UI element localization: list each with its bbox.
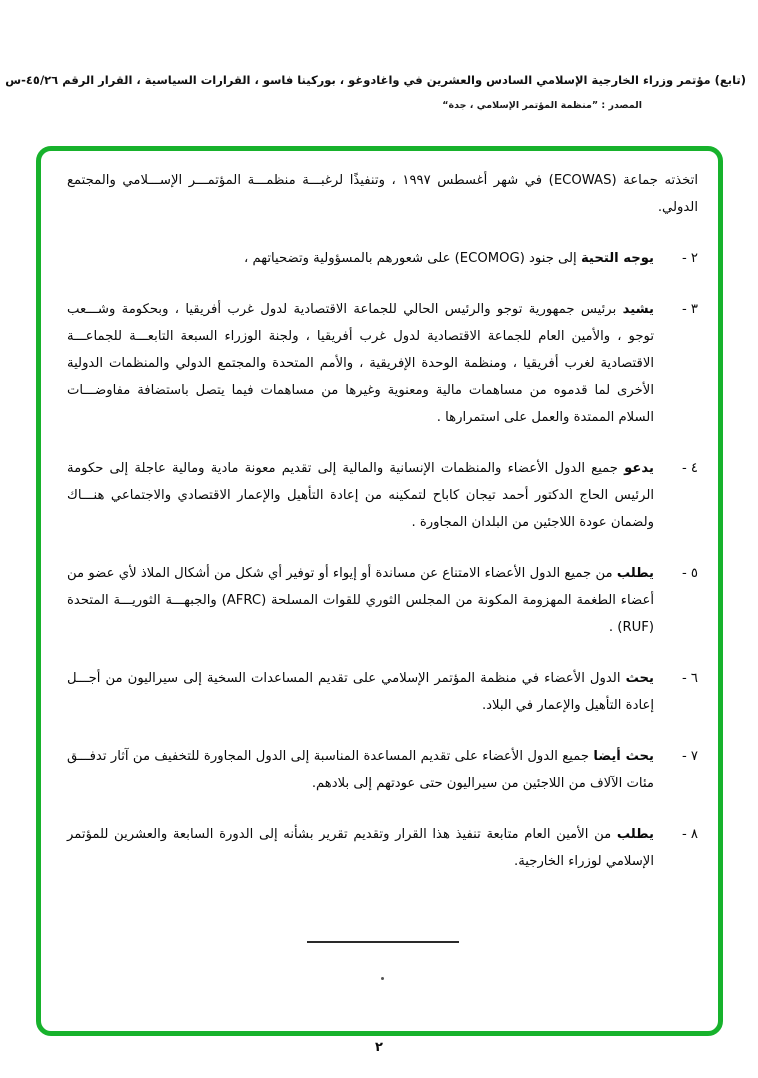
resolution-item [67, 245, 698, 272]
intro-paragraph: اتخذته جماعة (ECOWAS) في شهر أغسطس ١٩٩٧ ، وتنفيذًا لرغبـــة منظمـــة المؤتمـــر الإســـلامي والمجتمع الدولي. [67, 173, 698, 215]
item-lead: يطلب [616, 827, 654, 842]
resolution-item [67, 821, 698, 875]
item-body: من جميع الدول الأعضاء الامتناع عن مساندة أو إيواء أو توفير أي شكل من أشكال الملاذ لأي عضو من أعضاء الطغمة المهزومة المكونة من المجلس الثوري للقوات المسلحة (AFRC) والجبهـــة الثوريـــة المتحدة (RUF) . [67, 566, 654, 635]
page-number: ٢ [375, 1040, 383, 1055]
item-text [67, 245, 654, 272]
item-lead: يدعو [624, 461, 654, 476]
item-body: الدول الأعضاء في منظمة المؤتمر الإسلامي على تقديم المساعدات السخية إلى سيراليون من أجـــل إعادة التأهيل والإعمار في البلاد. [67, 671, 654, 713]
item-lead: يوجه التحية [580, 251, 654, 266]
resolution-item [67, 455, 698, 536]
item-text [67, 665, 654, 719]
item-number: ٤ - [681, 461, 698, 476]
resolution-item [67, 560, 698, 641]
resolution-item [67, 665, 698, 719]
item-body: من الأمين العام متابعة تنفيذ هذا القرار وتقديم تقرير بشأنه إلى الدورة السابعة والعشرين للمؤتمر الإسلامي لوزراء الخارجية. [67, 827, 654, 869]
item-text [67, 821, 654, 875]
footer-dot [381, 977, 384, 980]
item-body: جميع الدول الأعضاء والمنظمات الإنسانية والمالية إلى تقديم معونة مادية ومالية عاجلة إلى حكومة الرئيس الحاج الدكتور أحمد تيجان كاباح لتمكينه من إعادة التأهيل والإعمار الاقتصادي والاجتماعي هنـــاك ولضمان عودة اللاجئين من البلدان المجاورة . [67, 461, 654, 530]
item-body: برئيس جمهورية توجو والرئيس الحالي للجماعة الاقتصادية لدول غرب أفريقيا ، وبحكومة وشـــعب توجو ، والأمين العام للجماعة الاقتصادية لدول غرب أفريقيا ، ولجنة الوزراء السبعة التابعـــة للجماعـــة الاقتصادية لغرب أفريقيا ، ومنظمة الوحدة الإفريقية ، والأمم المتحدة والمجتمع الدولي والمنظمات الدولية الأخرى لما قدموه من مساهمات مالية ومعنوية وغيرها من مساهمات فيما يتصل باستضافة مفاوضـــات السلام الممتدة والعمل على استمرارها . [67, 302, 654, 425]
item-number: ٧ - [681, 749, 698, 764]
item-lead: يحث أيضا [593, 749, 654, 764]
item-text [67, 743, 654, 797]
item-lead: يشيد [622, 302, 654, 317]
item-number: ٢ - [681, 251, 698, 266]
item-body: إلى جنود (ECOMOG) على شعورهم بالمسؤولية وتضحياتهم ، [244, 251, 577, 266]
resolution-item [67, 743, 698, 797]
source-line: المصدر : ”منظمة المؤتمر الإسلامي ، جدة“ [442, 100, 642, 111]
item-number: ٦ - [681, 671, 698, 686]
item-lead: يحث [625, 671, 654, 686]
header-line: (تابع) مؤتمر وزراء الخارجية الإسلامي السادس والعشرين في واغادوغو ، بوركينا فاسو ، القرارات السياسية ، القرار الرقم ٤٥/٢٦-س [5, 73, 746, 87]
item-text [67, 560, 654, 641]
item-text [67, 455, 654, 536]
footer-rule [307, 941, 459, 943]
resolution-box [36, 146, 723, 1036]
item-number: ٥ - [681, 566, 698, 581]
item-text [67, 296, 654, 431]
resolution-item [67, 296, 698, 431]
item-lead: يطلب [616, 566, 654, 581]
item-number: ٨ - [681, 827, 698, 842]
item-body: جميع الدول الأعضاء على تقديم المساعدة المناسبة إلى الدول المجاورة للتخفيف من آثار تدفـــق مئات الآلاف من اللاجئين من سيراليون حتى عودتهم إلى بلادهم. [67, 749, 654, 791]
item-number: ٣ - [681, 302, 698, 317]
